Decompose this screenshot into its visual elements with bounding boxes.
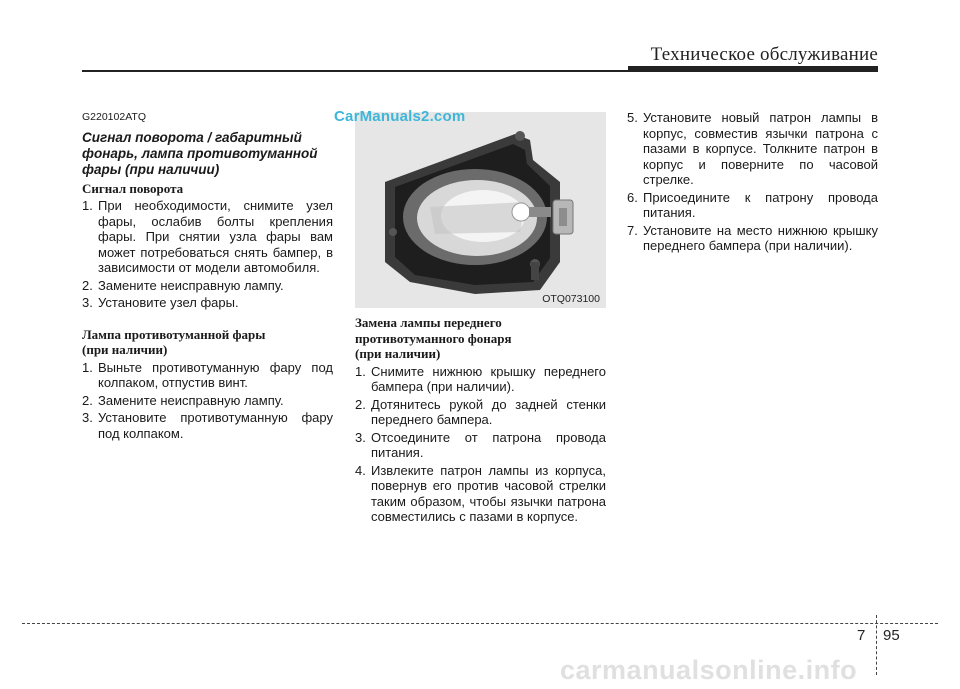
fog-lamp-steps (82, 360, 333, 442)
fog-lamp-illustration (355, 112, 606, 308)
section-subtitle: Сигнал поворота / габаритный фонарь, лампа противотуманной фары (при наличии) (82, 129, 318, 177)
list-item: 3. Установите противотуманную фару под колпаком. (82, 410, 333, 441)
header-rule-accent (628, 66, 878, 72)
turn-signal-heading: Сигнал поворота (82, 180, 184, 196)
fog-lamp-replace-heading: Замена лампы переднего противотуманного фонаря (при наличии) (355, 315, 512, 361)
fog-lamp-replace-steps (355, 364, 606, 525)
fog-lamp-heading: Лампа противотуманной фары (при наличии) (82, 326, 266, 357)
page-number: 95 (883, 627, 900, 644)
footer-rule (22, 623, 938, 624)
column-left (82, 110, 333, 443)
column-right (627, 110, 878, 256)
section-code: G220102ATQ (82, 111, 147, 123)
list-item: 7. Установите на место нижнюю крышку переднего бампера (при наличии). (627, 222, 878, 253)
page-header-title: Техническое обслуживание (650, 44, 878, 65)
list-item: 4. Извлеките патрон лампы из корпуса, повернув его против часовой стрелки таким образом, чтобы язычки патрона совместились с пазами в корпусе. (355, 462, 606, 524)
list-item: 2. Замените неисправную лампу. (82, 392, 284, 408)
list-item: 3. Установите узел фары. (82, 295, 239, 310)
list-item: 1. Выньте противотуманную фару под колпаком, отпустив винт. (82, 359, 333, 390)
fog-lamp-figure (355, 112, 606, 308)
list-item: 1. При необходимости, снимите узел фары, ослабив болты крепления фары. При снятии узла фары вам может потребоваться снять бампер, в зависимости от модели автомобиля. (82, 198, 333, 275)
column-middle (355, 313, 606, 527)
chapter-number: 7 (857, 627, 866, 644)
list-item: 2. Дотянитесь рукой до задней стенки переднего бампера. (355, 396, 606, 427)
list-item: 5. Установите новый патрон лампы в корпус, совместив язычки патрона с пазами в корпусе. Толкните патрон в корпус и поверните по часовой стрелке. (627, 110, 878, 187)
turn-signal-steps (82, 198, 333, 311)
footer-divider (876, 615, 877, 675)
fog-lamp-replace-steps-continued (627, 110, 878, 254)
watermark-top: CarManuals2.com (334, 108, 466, 125)
list-item: 3. Отсоедините от патрона провода питания. (355, 429, 606, 460)
list-item: 6. Присоедините к патрону провода питания. (627, 189, 878, 220)
watermark-bottom: carmanualsonline.info (560, 655, 858, 685)
list-item: 2. Замените неисправную лампу. (82, 277, 284, 293)
figure-caption: OTQ073100 (542, 293, 600, 305)
list-item: 1. Снимите нижнюю крышку переднего бампера (при наличии). (355, 363, 606, 394)
